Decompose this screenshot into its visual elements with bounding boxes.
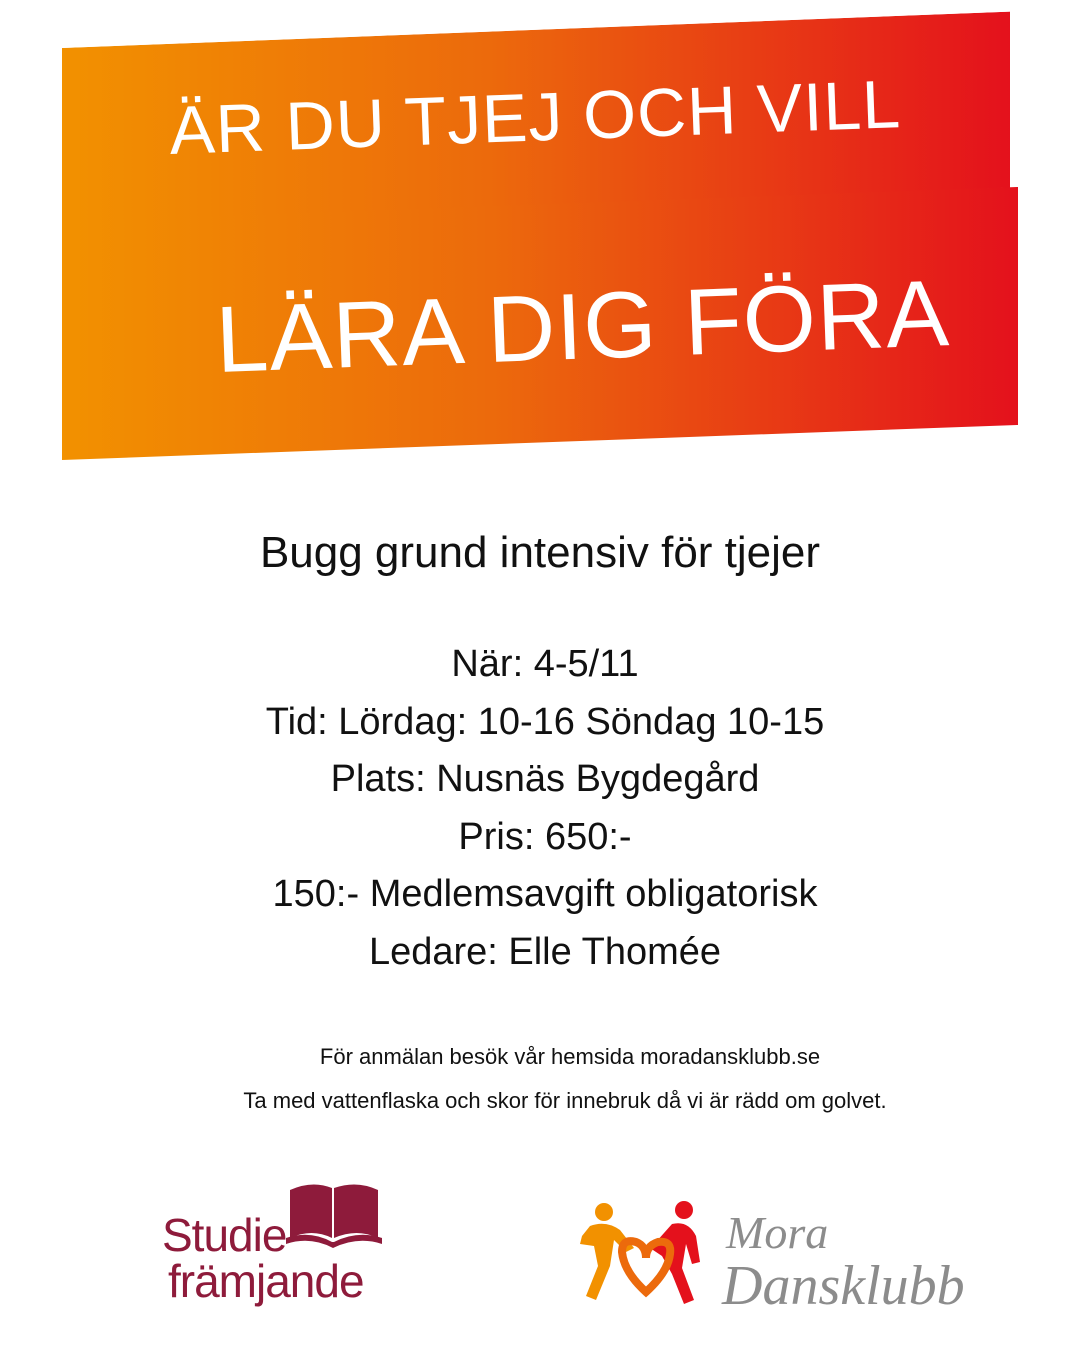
course-details	[0, 636, 1080, 981]
detail-time: Tid: Lördag: 10-16 Söndag 10-15	[265, 700, 825, 743]
detail-price: Pris: 650:-	[458, 815, 632, 858]
detail-fee: 150:- Medlemsavgift obligatorisk	[272, 873, 818, 915]
course-title: Bugg grund intensiv för tjejer	[259, 528, 821, 577]
dancers-icon	[576, 1196, 716, 1316]
detail-place: Plats: Nusnäs Bygdegård	[330, 758, 760, 800]
registration-note: För anmälan besök vår hemsida moradansklubb.se	[319, 1044, 821, 1069]
dansklubb-text: Dansklubb	[722, 1255, 965, 1317]
detail-date: När: 4-5/11	[451, 643, 639, 685]
mora-text: Mora	[726, 1207, 829, 1258]
studiefr-line2: främjande	[168, 1255, 364, 1307]
detail-leader: Ledare: Elle Thomée	[368, 930, 722, 973]
mora-dansklubb-logo	[576, 1196, 1016, 1326]
headline-line1: ÄR DU TJEJ OCH VILL	[168, 66, 903, 169]
bring-note: Ta med vattenflaska och skor för innebruk då vi är rädd om golvet.	[243, 1088, 887, 1113]
headline-line2: LÄRA DIG FÖRA	[214, 260, 952, 392]
studiefr-line1: Studie	[162, 1209, 287, 1261]
studiefrämjandet-logo	[162, 1180, 392, 1330]
